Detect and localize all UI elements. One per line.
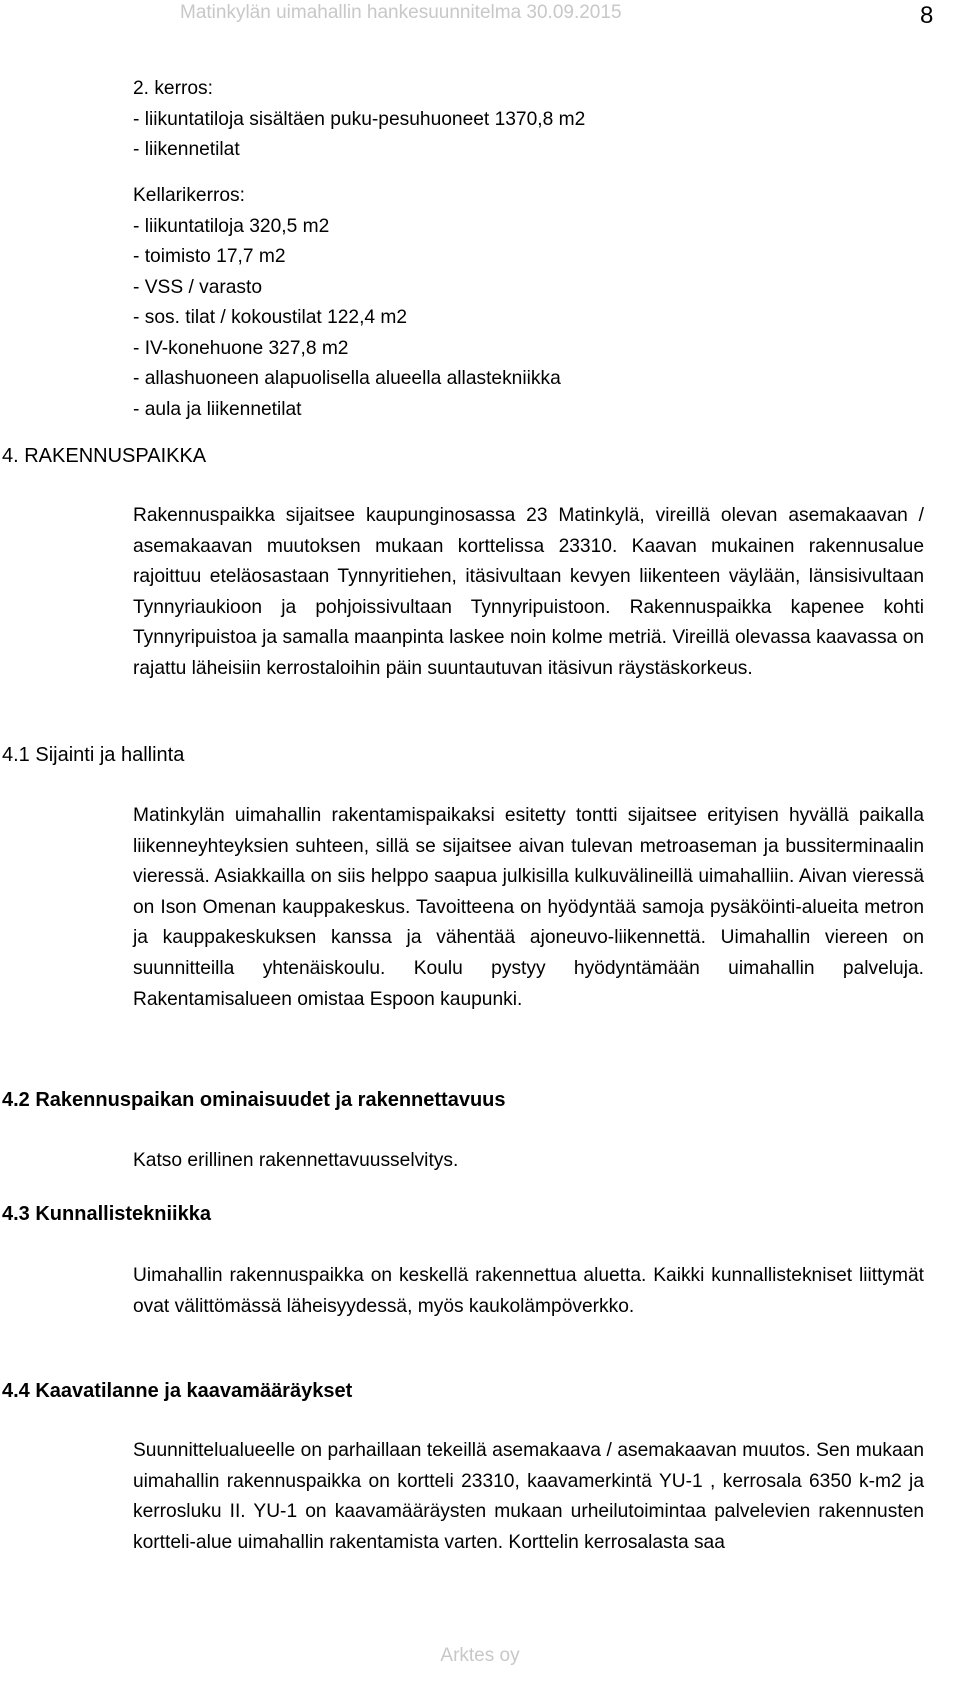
list-item: - IV-konehuone 327,8 m2: [133, 337, 349, 359]
list-item: - liikennetilat: [133, 139, 240, 160]
list-item: - toimisto 17,7 m2: [133, 246, 286, 267]
basement-title: Kellarikerros:: [133, 185, 245, 206]
section-4-4-heading: 4.4 Kaavatilanne ja kaavamääräykset: [2, 1380, 353, 1402]
section-4-1-paragraph: Matinkylän uimahallin rakentamispaikaksi esitetty tontti sijaitsee erityisen hyvällä paikalla liikenneyhteyksien suhteen, sillä se sijaitsee aivan tulevan metroaseman ja bussiterminaalin vieressä. Asiakkailla on siis helppo saapua julkisilla kulkuvälineillä uimahalliin. Aivan vieressä on Ison Omenan kauppakeskus. Tavoitteena on hyödyntää samoja pysäköinti-alueita metron ja kauppakeskuksen kanssa ja vähentää ajoneuvo-liikennettä. Uimahallin viereen on suunnitteilla yhtenäiskoulu. Koulu pystyy hyödyntämään uimahallin palveluja. Rakentamisalueen omistaa Espoon kaupunki.: [133, 805, 924, 1010]
basement-list: [133, 181, 561, 425]
page-header-title: Matinkylän uimahallin hankesuunnitelma 30.09.2015: [180, 2, 622, 23]
list-item: - liikuntatiloja sisältäen puku-pesuhuoneet 1370,8 m2: [133, 108, 586, 130]
section-4-heading: 4. RAKENNUSPAIKKA: [2, 445, 207, 467]
list-item: - aula ja liikennetilat: [133, 398, 302, 420]
list-item: - liikuntatiloja 320,5 m2: [133, 215, 330, 237]
section-4-2-heading: 4.2 Rakennuspaikan ominaisuudet ja rakennettavuus: [2, 1089, 506, 1111]
page-number: 8: [920, 2, 934, 29]
section-4-1-heading: 4.1 Sijainti ja hallinta: [2, 744, 185, 766]
page-footer: Arktes oy: [440, 1645, 520, 1666]
floor2-list: [133, 74, 585, 166]
section-4-4-paragraph: Suunnittelualueelle on parhaillaan tekeillä asemakaava / asemakaavan muutos. Sen mukaan uimahallin rakennuspaikka on kortteli 23310, kaavamerkintä YU-1 , kerrosala 6350 k-m2 ja kerrosluku II. YU-1 on kaavamääräysten mukaan urheilutoimintaa palvelevien rakennusten kortteli-alue uimahallin rakentamista varten. Korttelin kerrosalasta saa: [133, 1440, 924, 1553]
section-4-3-paragraph: Uimahallin rakennuspaikka on keskellä rakennettua aluetta. Kaikki kunnallistekniset liittymät ovat välittömässä läheisyydessä, myös kaukolämpöverkko.: [133, 1265, 924, 1317]
list-item: - VSS / varasto: [133, 276, 263, 298]
floor2-title: 2. kerros:: [133, 78, 213, 99]
section-4-2-paragraph: Katso erillinen rakennettavuusselvitys.: [133, 1150, 459, 1171]
list-item: - allashuoneen alapuolisella alueella allastekniikka: [133, 368, 561, 389]
list-item: - sos. tilat / kokoustilat 122,4 m2: [133, 307, 408, 328]
section-4-paragraph: Rakennuspaikka sijaitsee kaupunginosassa 23 Matinkylä, vireillä olevan asemakaavan / asemakaavan muutoksen mukaan korttelissa 23310. Kaavan mukainen rakennusalue rajoittuu eteläosastaan Tynnyritiehen, itäsivultaan kevyen liikenteen väylään, länsisivultaan Tynnyriaukioon ja pohjoissivultaan Tynnyripuistoon. Rakennuspaikka kapenee kohti Tynnyripuistoa ja samalla maanpinta laskee noin kolme metriä. Vireillä olevassa kaavassa on rajattu läheisiin kerrostaloihin päin suuntautuvan itäsivun räystäskorkeus.: [133, 505, 924, 679]
section-4-3-heading: 4.3 Kunnallistekniikka: [2, 1203, 211, 1225]
